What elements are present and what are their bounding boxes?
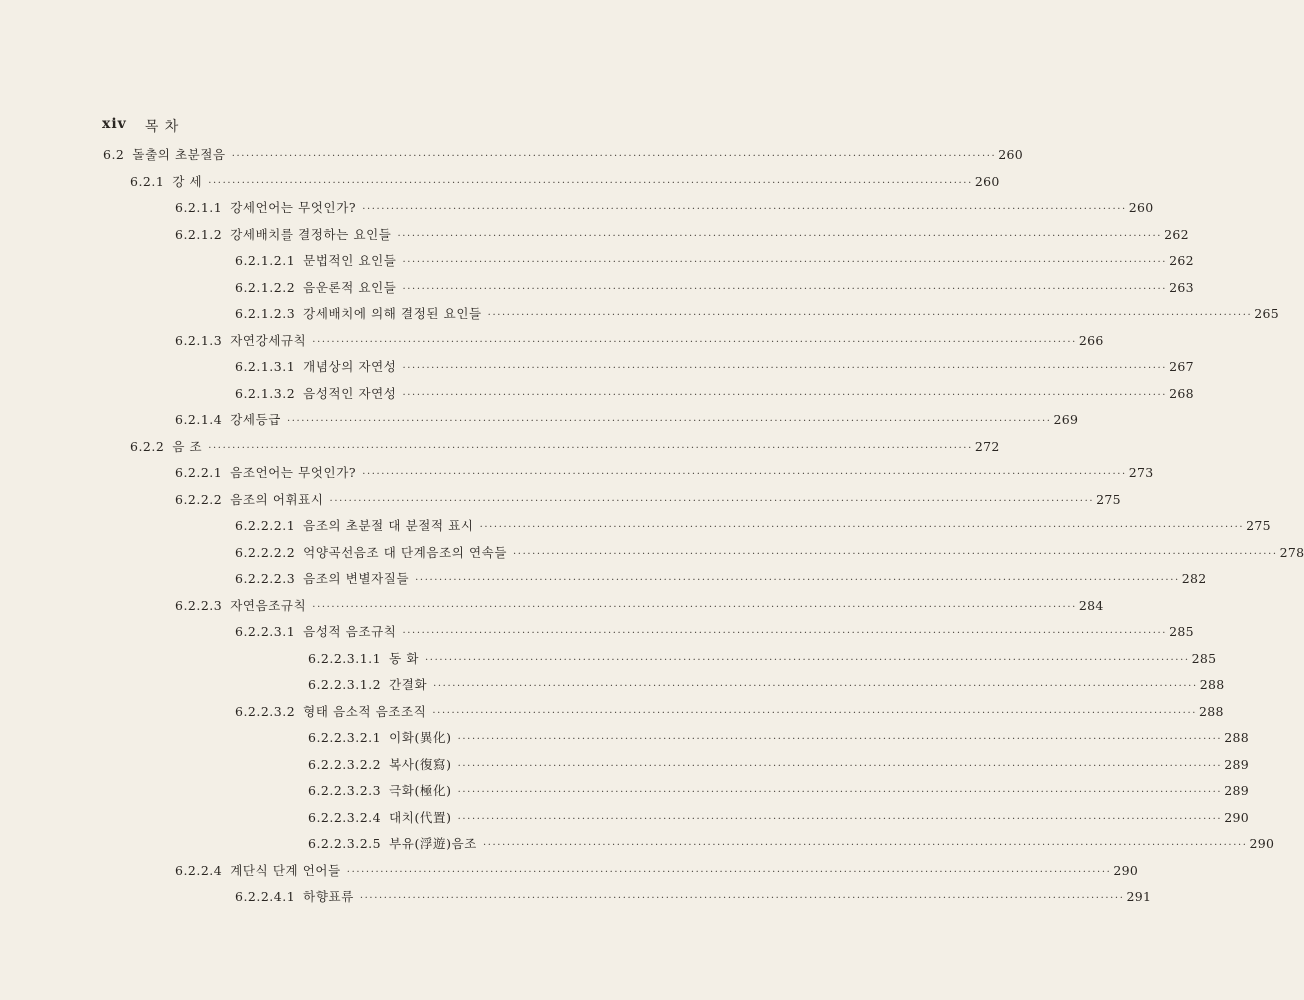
toc-entry xyxy=(175,861,1139,883)
toc-entry-page: 275 xyxy=(1096,491,1121,507)
toc-entry-number: 6.2.2.3.2.2 xyxy=(308,756,382,772)
toc-entry-number: 6.2.2.3.2 xyxy=(235,703,296,719)
dot-leader: ································································································································································ xyxy=(208,442,973,454)
toc-entry-title: 음운론적 요인들 xyxy=(303,279,397,295)
toc-entry-title: 하향표류 xyxy=(303,889,354,904)
dot-leader: ································································································································································ xyxy=(362,469,1127,480)
toc-entry-title: 간결화 xyxy=(389,677,428,692)
toc-entry-number: 6.2.2.4.1 xyxy=(235,889,296,904)
toc-entry-number: 6.2 xyxy=(103,147,125,162)
dot-leader: ································································································································································ xyxy=(208,177,973,189)
dot-leader: ································································································································································ xyxy=(359,893,1125,904)
toc-entry xyxy=(235,622,1194,644)
toc-entry xyxy=(235,304,1280,326)
dot-leader: ································································································································································ xyxy=(513,548,1278,560)
toc-entry-title: 강 세 xyxy=(172,173,203,189)
toc-entry-number: 6.2.2.2.2 xyxy=(235,544,296,560)
toc-entry xyxy=(175,225,1189,247)
dot-leader: ································································································································································ xyxy=(457,760,1223,772)
toc-entry-title: 대치(代置) xyxy=(389,809,452,825)
toc-entry-number: 6.2.1.3 xyxy=(175,332,223,348)
toc-entry-number: 6.2.2.3.2.4 xyxy=(308,809,382,825)
toc-entry-title: 자연강세규칙 xyxy=(230,332,307,348)
toc-entry xyxy=(308,834,1275,856)
toc-entry-title: 음조의 어휘표시 xyxy=(230,491,324,507)
toc-entry-page: 288 xyxy=(1224,730,1249,745)
toc-entry-title: 음성적 음조규칙 xyxy=(303,624,397,639)
dot-leader: ································································································································································ xyxy=(402,283,1168,295)
toc-entry-number: 6.2.2.3.1 xyxy=(235,624,296,639)
toc-entry-title: 부유(浮遊)음조 xyxy=(389,836,477,851)
toc-entry-page: 267 xyxy=(1169,359,1194,374)
toc-entry-page: 265 xyxy=(1254,306,1280,321)
toc-entry-number: 6.2.2.3.2.3 xyxy=(308,783,382,798)
dot-leader: ································································································································································ xyxy=(457,734,1223,745)
dot-leader: ································································································································································ xyxy=(329,495,1095,507)
toc-entry-page: 290 xyxy=(1249,836,1275,851)
dot-leader: ································································································································································ xyxy=(286,416,1052,427)
toc-entry-page: 289 xyxy=(1224,756,1249,772)
toc-entry-title: 강세배치에 의해 결정된 요인들 xyxy=(303,306,482,321)
toc-entry-title: 계단식 단계 언어들 xyxy=(230,862,341,878)
toc-entry-number: 6.2.1.1 xyxy=(175,200,223,215)
toc-entry-number: 6.2.1.2.2 xyxy=(235,279,296,295)
toc-entry xyxy=(175,198,1154,220)
toc-entry xyxy=(308,755,1249,777)
toc-entry-title: 동 화 xyxy=(389,650,420,666)
dot-leader: ································································································································································ xyxy=(425,654,1190,666)
toc-entry xyxy=(235,887,1152,909)
toc-entry-page: 288 xyxy=(1199,677,1225,692)
toc-entry xyxy=(175,463,1154,485)
toc-entry-title: 음조언어는 무엇인가? xyxy=(230,465,357,480)
toc-entry xyxy=(175,490,1121,512)
toc-entry xyxy=(130,172,1000,194)
toc-entry-page: 260 xyxy=(974,173,1000,189)
dot-leader: ································································································································································ xyxy=(433,681,1198,692)
toc-entry-page: 290 xyxy=(1224,809,1249,825)
toc-entry-title: 음조의 변별자질들 xyxy=(303,571,410,586)
dot-leader: ································································································································································ xyxy=(397,230,1163,242)
toc-entry-page: 284 xyxy=(1078,597,1104,613)
toc-entry-title: 음성적인 자연성 xyxy=(303,385,397,401)
toc-entry-title: 강세언어는 무엇인가? xyxy=(230,200,357,215)
toc-entry-number: 6.2.1.2 xyxy=(175,226,223,242)
toc-entry xyxy=(308,728,1249,750)
toc-entry-number: 6.2.2.2.1 xyxy=(235,518,296,533)
dot-leader: ································································································································································ xyxy=(312,336,1077,348)
dot-leader: ································································································································································ xyxy=(432,707,1197,719)
toc-entry-page: 266 xyxy=(1078,332,1104,348)
dot-leader: ································································································································································ xyxy=(479,522,1245,533)
dot-leader: ································································································································································ xyxy=(346,866,1112,878)
toc-entry-page: 268 xyxy=(1169,385,1194,401)
toc-entry xyxy=(175,331,1104,353)
toc-entry-page: 285 xyxy=(1191,650,1217,666)
toc-entry xyxy=(103,145,1024,167)
toc-entry xyxy=(235,278,1194,300)
toc-entry-title: 복사(復寫) xyxy=(389,756,452,772)
toc-entry xyxy=(308,808,1249,830)
toc-entry xyxy=(235,516,1271,538)
toc-entry-number: 6.2.1.2.3 xyxy=(235,306,296,321)
toc-entry-page: 273 xyxy=(1128,465,1154,480)
toc-entry-number: 6.2.2.3.2.5 xyxy=(308,836,382,851)
dot-leader: ································································································································································ xyxy=(402,389,1168,401)
toc-entry-page: 290 xyxy=(1113,862,1139,878)
toc-entry xyxy=(175,410,1079,432)
toc-entry-title: 돌출의 초분절음 xyxy=(132,147,226,162)
dot-leader: ································································································································································ xyxy=(487,310,1253,321)
toc-entry-title: 음 조 xyxy=(172,438,203,454)
toc-entry xyxy=(235,384,1194,406)
toc-entry-title: 억양곡선음조 대 단계음조의 연속들 xyxy=(303,544,508,560)
toc-entry-title: 문법적인 요인들 xyxy=(303,253,397,268)
dot-leader: ································································································································································ xyxy=(415,575,1180,586)
dot-leader: ································································································································································ xyxy=(402,257,1168,268)
toc-entry xyxy=(235,251,1194,273)
toc-entry xyxy=(308,781,1249,803)
dot-leader: ································································································································································ xyxy=(402,628,1168,639)
toc-entry-number: 6.2.1.2.1 xyxy=(235,253,296,268)
toc-entry-number: 6.2.2 xyxy=(130,438,165,454)
toc-entry-page: 289 xyxy=(1224,783,1249,798)
toc-entry-page: 288 xyxy=(1199,703,1224,719)
header-page-number: xiv xyxy=(102,116,127,132)
toc-entry-page: 260 xyxy=(998,147,1024,162)
toc-entry-title: 자연음조규칙 xyxy=(230,597,307,613)
toc-entry-page: 272 xyxy=(974,438,1000,454)
dot-leader: ································································································································································ xyxy=(402,363,1168,374)
dot-leader: ································································································································································ xyxy=(482,840,1248,851)
toc-entry-page: 278 xyxy=(1279,544,1304,560)
toc-entry-number: 6.2.2.3.1.2 xyxy=(308,677,382,692)
toc-entry-page: 285 xyxy=(1169,624,1194,639)
dot-leader: ································································································································································ xyxy=(457,813,1223,825)
toc-entry-page: 275 xyxy=(1246,518,1271,533)
toc-entry xyxy=(308,675,1225,697)
toc-entry-number: 6.2.1.3.2 xyxy=(235,385,296,401)
toc-entry-page: 282 xyxy=(1181,571,1207,586)
toc-entry-number: 6.2.1.3.1 xyxy=(235,359,296,374)
toc-entry-number: 6.2.2.3 xyxy=(175,597,223,613)
toc-entry-title: 음조의 초분절 대 분절적 표시 xyxy=(303,518,474,533)
toc-entry-page: 262 xyxy=(1164,226,1189,242)
dot-leader: ································································································································································ xyxy=(231,151,997,162)
toc-entry-title: 강세배치를 결정하는 요인들 xyxy=(230,226,392,242)
toc-entry-number: 6.2.1 xyxy=(130,173,165,189)
toc-entry-page: 262 xyxy=(1169,253,1194,268)
toc-entry xyxy=(130,437,1000,459)
toc-entry-page: 263 xyxy=(1169,279,1194,295)
toc-entry xyxy=(235,357,1194,379)
toc-entry-page: 291 xyxy=(1126,889,1152,904)
toc-entry xyxy=(175,596,1104,618)
toc-entry-number: 6.2.2.2.3 xyxy=(235,571,296,586)
running-head xyxy=(102,116,179,136)
toc-entry-number: 6.2.1.4 xyxy=(175,412,223,427)
toc-entry-page: 269 xyxy=(1053,412,1079,427)
dot-leader: ································································································································································ xyxy=(362,204,1127,215)
toc-entry-number: 6.2.2.3.1.1 xyxy=(308,650,382,666)
toc-entry xyxy=(235,702,1224,724)
toc-entry-title: 개념상의 자연성 xyxy=(303,359,397,374)
toc-entry xyxy=(235,543,1304,565)
header-section-title: 목 차 xyxy=(144,119,180,135)
toc-entry-page: 260 xyxy=(1128,200,1154,215)
toc-entry-number: 6.2.2.1 xyxy=(175,465,223,480)
toc-entry-number: 6.2.2.2 xyxy=(175,491,223,507)
toc-entry xyxy=(235,569,1207,591)
toc-entry xyxy=(308,649,1217,671)
toc-entry-number: 6.2.2.4 xyxy=(175,862,223,878)
toc-entry-title: 이화(異化) xyxy=(389,730,452,745)
dot-leader: ································································································································································ xyxy=(312,601,1077,613)
toc-entry-title: 극화(極化) xyxy=(389,783,452,798)
dot-leader: ································································································································································ xyxy=(457,787,1223,798)
toc-entry-title: 형태 음소적 음조조직 xyxy=(303,703,427,719)
toc-entry-number: 6.2.2.3.2.1 xyxy=(308,730,382,745)
toc-entry-title: 강세등급 xyxy=(230,412,281,427)
